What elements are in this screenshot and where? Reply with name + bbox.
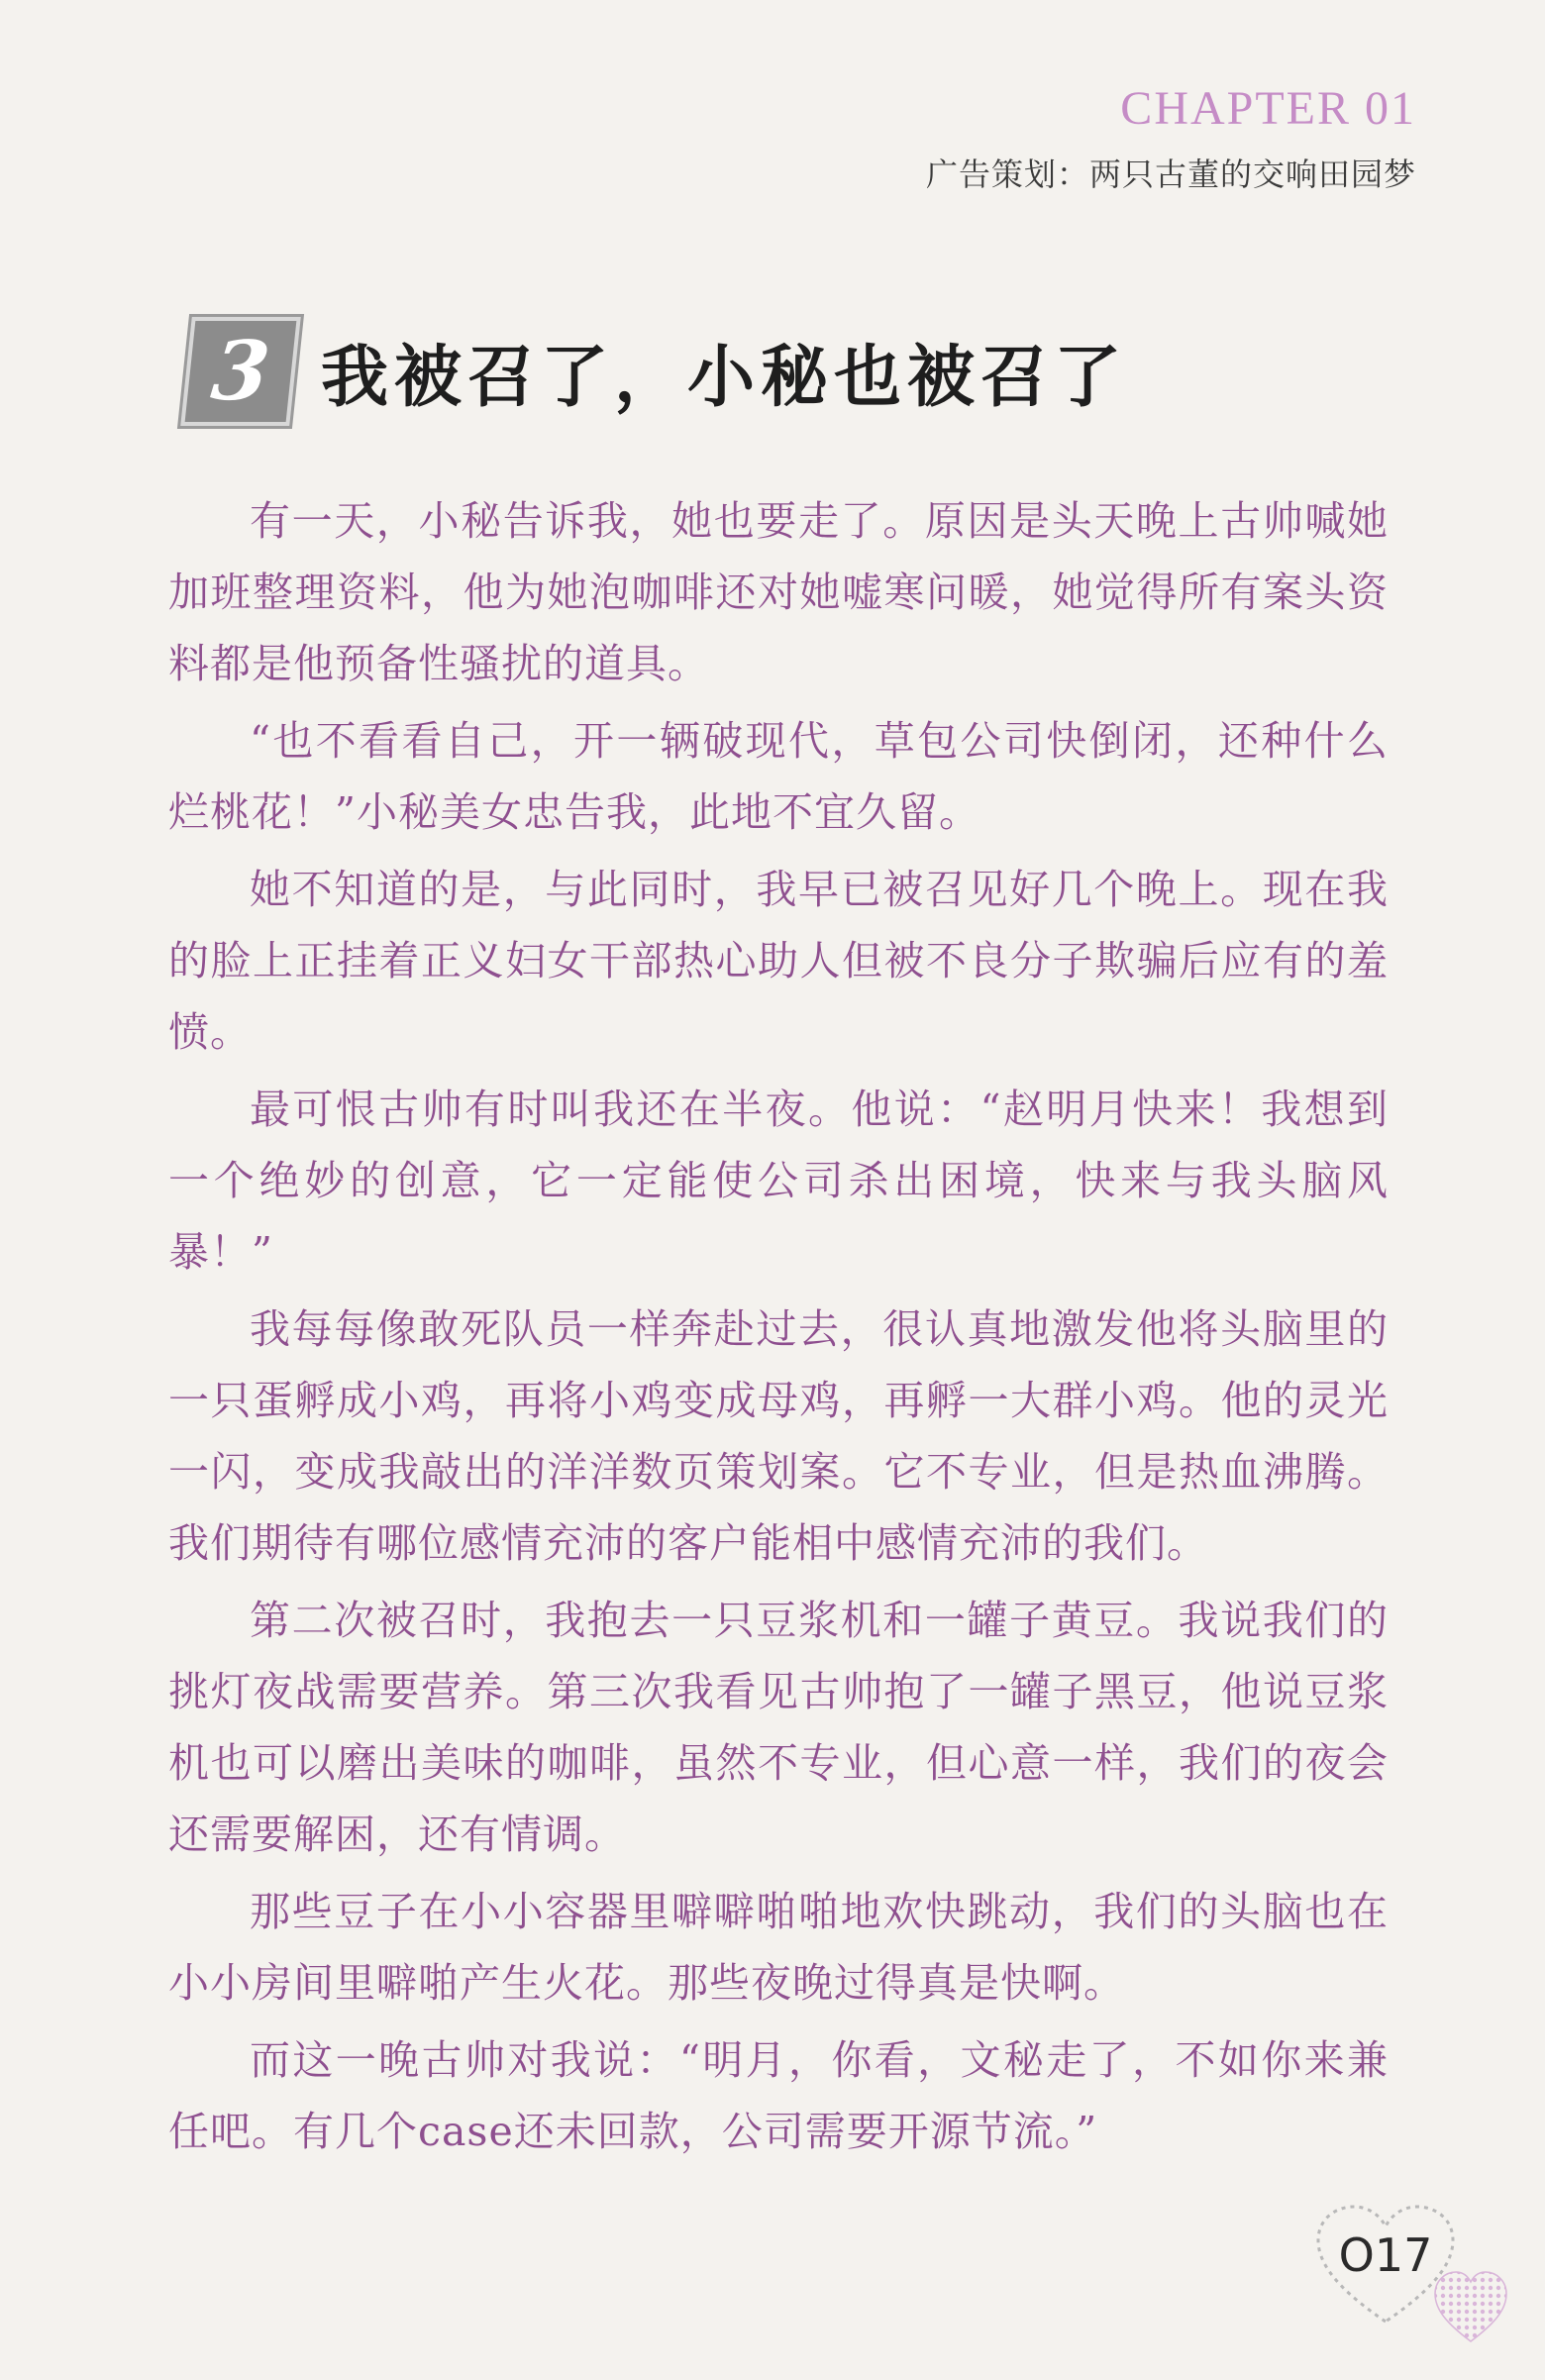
- small-heart-icon: [1431, 2268, 1510, 2347]
- running-header: [926, 81, 1416, 195]
- paragraph: 那些豆子在小小容器里噼噼啪啪地欢快跳动，我们的头脑也在小小房间里噼啪产生火花。那些夜晚过得真是快啊。: [168, 1888, 1389, 2007]
- chapter-subtitle: 广告策划：两只古董的交响田园梦: [925, 155, 1416, 193]
- paragraph: 而这一晚古帅对我说：“明月，你看，文秘走了，不如你来兼任吧。有几个case还未回款，公司需要开源节流。”: [168, 2036, 1389, 2155]
- paragraph: 我每每像敢死队员一样奔赴过去，很认真地激发他将头脑里的一只蛋孵成小鸡，再将小鸡变成母鸡，再孵一大群小鸡。他的灵光一闪，变成我敲出的洋洋数页策划案。它不专业，但是热血沸腾。我们期待有哪位感情充沛的客户能相中感情充沛的我们。: [168, 1305, 1389, 1567]
- body-text: [168, 485, 1389, 2173]
- paragraph: 有一天，小秘告诉我，她也要走了。原因是头天晚上古帅喊她加班整理资料，他为她泡咖啡还对她嘘寒问暖，她觉得所有案头资料都是他预备性骚扰的道具。: [168, 497, 1389, 687]
- section-title: 我被召了，小秘也被召了: [321, 338, 1128, 417]
- paragraph: “也不看看自己，开一辆破现代，草包公司快倒闭，还种什么烂桃花！”小秘美女忠告我，此地不宜久留。: [168, 717, 1389, 836]
- page-number: O17: [1338, 2228, 1433, 2282]
- paragraph: 最可恨古帅有时叫我还在半夜。他说：“赵明月快来！我想到一个绝妙的创意，它一定能使公司杀出困境，快来与我头脑风暴！”: [168, 1086, 1389, 1276]
- paragraph: 她不知道的是，与此同时，我早已被召见好几个晚上。现在我的脸上正挂着正义妇女干部热心助人但被不良分子欺骗后应有的羞愤。: [168, 866, 1389, 1056]
- chapter-label: CHAPTER 01: [1120, 82, 1416, 135]
- section-heading: [186, 317, 1127, 426]
- section-number-badge: 3: [180, 317, 301, 426]
- paragraph: 第二次被召时，我抱去一只豆浆机和一罐子黄豆。我说我们的挑灯夜战需要营养。第三次我看见古帅抱了一罐子黑豆，他说豆浆机也可以磨出美味的咖啡，虽然不专业，但心意一样，我们的夜会还需要解困，还有情调。: [168, 1597, 1389, 1858]
